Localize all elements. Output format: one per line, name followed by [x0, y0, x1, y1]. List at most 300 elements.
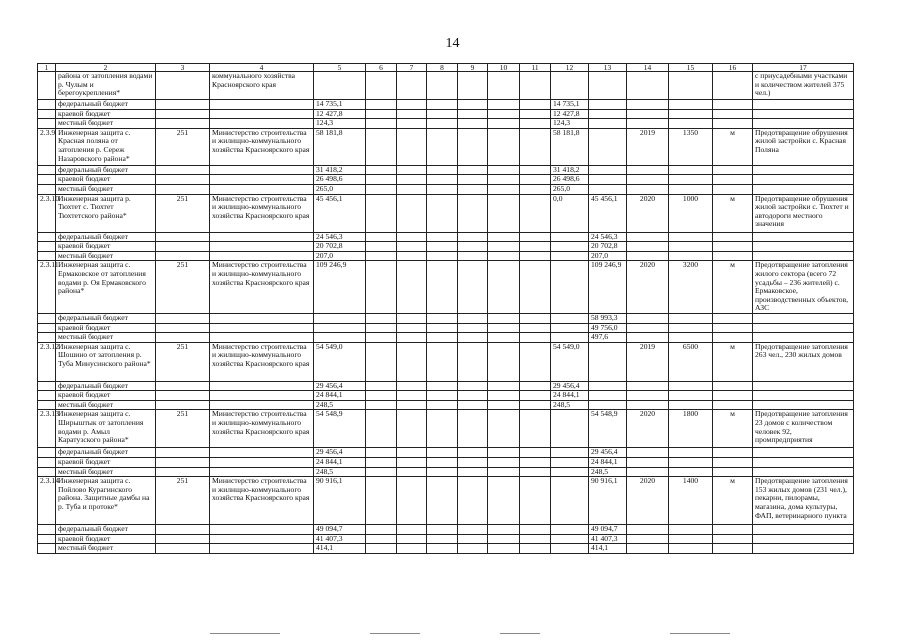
table-cell — [366, 165, 397, 175]
table-cell — [427, 391, 458, 401]
table-cell — [589, 184, 627, 194]
table-row — [38, 448, 854, 458]
table-cell — [458, 165, 488, 175]
table-cell: 29 456,4 — [551, 381, 589, 391]
table-cell — [488, 323, 520, 333]
table-cell — [38, 534, 56, 544]
table-cell — [38, 458, 56, 468]
table-cell — [366, 109, 397, 119]
table-cell — [397, 261, 427, 314]
table-row — [38, 242, 854, 252]
header-cell: 16 — [713, 64, 753, 72]
table-cell — [156, 525, 210, 535]
table-cell: федеральный бюджет — [56, 381, 156, 391]
table-cell — [520, 109, 551, 119]
table-cell — [427, 525, 458, 535]
table-cell: федеральный бюджет — [56, 232, 156, 242]
table-cell — [713, 333, 753, 343]
table-row — [38, 381, 854, 391]
table-cell — [427, 100, 458, 110]
table-cell — [520, 165, 551, 175]
table-cell — [520, 119, 551, 129]
table-cell — [156, 323, 210, 333]
table-cell: 6500 — [669, 342, 713, 381]
table-cell — [397, 448, 427, 458]
table-cell: 45 456,1 — [589, 194, 627, 232]
table-cell — [627, 544, 669, 554]
table-cell — [458, 448, 488, 458]
table-cell — [753, 165, 854, 175]
table-cell — [627, 333, 669, 343]
table-cell — [669, 333, 713, 343]
header-cell: 14 — [627, 64, 669, 72]
table-cell — [488, 448, 520, 458]
table-cell — [427, 323, 458, 333]
table-row — [38, 525, 854, 535]
table-cell — [458, 400, 488, 410]
table-row — [38, 410, 854, 448]
table-cell: 207,0 — [589, 251, 627, 261]
table-cell — [366, 175, 397, 185]
table-cell — [38, 184, 56, 194]
table-cell — [38, 525, 56, 535]
table-cell: местный бюджет — [56, 333, 156, 343]
table-cell — [427, 175, 458, 185]
table-cell: 31 418,2 — [551, 165, 589, 175]
table-cell — [458, 184, 488, 194]
table-cell — [210, 448, 314, 458]
table-cell: 54 548,9 — [314, 410, 366, 448]
table-cell — [427, 194, 458, 232]
table-cell — [669, 448, 713, 458]
table-cell: 1400 — [669, 477, 713, 525]
table-cell — [427, 381, 458, 391]
table-cell — [488, 109, 520, 119]
table-cell: 251 — [156, 410, 210, 448]
header-cell: 2 — [56, 64, 156, 72]
table-row — [38, 544, 854, 554]
table-cell — [551, 410, 589, 448]
table-cell — [753, 175, 854, 185]
table-cell — [488, 100, 520, 110]
table-cell — [669, 175, 713, 185]
table-row — [38, 175, 854, 185]
table-cell — [753, 232, 854, 242]
table-cell — [397, 534, 427, 544]
table-cell — [488, 165, 520, 175]
table-cell — [753, 525, 854, 535]
table-cell — [627, 381, 669, 391]
table-cell — [366, 381, 397, 391]
table-cell — [427, 232, 458, 242]
table-cell — [366, 128, 397, 165]
table-cell — [669, 165, 713, 175]
table-cell — [156, 448, 210, 458]
table-cell: 207,0 — [314, 251, 366, 261]
table-cell: 251 — [156, 194, 210, 232]
table-cell — [38, 165, 56, 175]
table-cell — [627, 391, 669, 401]
table-cell — [210, 109, 314, 119]
table-cell: с приусадебными участками и количеством жителей 375 чел.) — [753, 72, 854, 100]
table-cell — [397, 232, 427, 242]
header-cell: 15 — [669, 64, 713, 72]
table-cell — [551, 313, 589, 323]
table-cell: местный бюджет — [56, 251, 156, 261]
table-cell: 31 418,2 — [314, 165, 366, 175]
table-cell: 1800 — [669, 410, 713, 448]
table-cell: района от затопления водами р. Чулым и берегоукрепления* — [56, 72, 156, 100]
table-cell — [458, 534, 488, 544]
table-cell — [520, 333, 551, 343]
table-cell: 248,5 — [314, 467, 366, 477]
table-cell: краевой бюджет — [56, 534, 156, 544]
table-cell — [458, 175, 488, 185]
table-cell — [38, 175, 56, 185]
table-cell — [397, 333, 427, 343]
table-cell: 251 — [156, 128, 210, 165]
table-cell — [210, 534, 314, 544]
table-cell — [753, 333, 854, 343]
table-cell — [551, 242, 589, 252]
table-cell — [488, 534, 520, 544]
table-cell — [669, 391, 713, 401]
table-cell: 58 181,8 — [314, 128, 366, 165]
table-cell — [427, 544, 458, 554]
table-cell — [520, 323, 551, 333]
table-cell — [156, 175, 210, 185]
table-cell — [366, 525, 397, 535]
header-cell: 5 — [314, 64, 366, 72]
table-cell — [397, 251, 427, 261]
table-cell — [713, 458, 753, 468]
table-cell — [520, 261, 551, 314]
table-cell — [589, 391, 627, 401]
table-cell — [488, 261, 520, 314]
table-cell: местный бюджет — [56, 184, 156, 194]
table-cell: Инженерная защита р. Тюхтет с. Тюхтет Тюхтетского района* — [56, 194, 156, 232]
table-cell — [669, 323, 713, 333]
table-cell — [458, 477, 488, 525]
table-row — [38, 184, 854, 194]
table-cell — [397, 165, 427, 175]
table-cell — [210, 525, 314, 535]
table-cell — [520, 251, 551, 261]
table-cell: 124,3 — [551, 119, 589, 129]
table-cell — [669, 313, 713, 323]
table-cell: 41 407,3 — [589, 534, 627, 544]
header-cell: 7 — [397, 64, 427, 72]
table-cell: федеральный бюджет — [56, 313, 156, 323]
table-cell — [156, 242, 210, 252]
table-cell — [520, 175, 551, 185]
table-cell — [753, 448, 854, 458]
table-cell: местный бюджет — [56, 119, 156, 129]
table-cell — [397, 458, 427, 468]
table-row — [38, 194, 854, 232]
table-cell — [397, 119, 427, 129]
table-cell — [458, 72, 488, 100]
table-cell: федеральный бюджет — [56, 525, 156, 535]
table-cell — [713, 184, 753, 194]
header-cell: 1 — [38, 64, 56, 72]
table-cell — [520, 448, 551, 458]
table-cell: 24 844,1 — [589, 458, 627, 468]
table-cell: м — [713, 410, 753, 448]
table-cell: Министерство строительства и жилищно-коммунального хозяйства Красноярского края — [210, 410, 314, 448]
table-cell — [38, 544, 56, 554]
table-cell — [753, 100, 854, 110]
table-cell — [713, 544, 753, 554]
table-cell: 20 702,8 — [314, 242, 366, 252]
table-cell: 2020 — [627, 410, 669, 448]
table-cell: 29 456,4 — [589, 448, 627, 458]
table-cell: 251 — [156, 261, 210, 314]
table-cell: 1000 — [669, 194, 713, 232]
table-cell — [366, 232, 397, 242]
table-cell — [458, 232, 488, 242]
table-cell — [366, 333, 397, 343]
table-cell — [156, 458, 210, 468]
table-cell — [427, 72, 458, 100]
table-cell — [488, 128, 520, 165]
table-cell: 29 456,4 — [314, 381, 366, 391]
table-cell — [314, 333, 366, 343]
table-cell — [210, 391, 314, 401]
table-cell — [669, 72, 713, 100]
table-cell — [427, 128, 458, 165]
table-cell: местный бюджет — [56, 400, 156, 410]
table-cell — [38, 232, 56, 242]
table-cell — [210, 184, 314, 194]
table-cell — [458, 467, 488, 477]
table-cell — [156, 232, 210, 242]
table-cell — [627, 534, 669, 544]
table-cell — [589, 119, 627, 129]
table-row — [38, 72, 854, 100]
table-cell — [458, 100, 488, 110]
table-cell — [520, 391, 551, 401]
table-cell: 49 094,7 — [589, 525, 627, 535]
table-cell: Предотвращение затопления 153 жилых домов (231 чел.), пекарни, пилорамы, магазина, дома культуры, ФАП, ветеринарного пункта — [753, 477, 854, 525]
table-cell — [520, 242, 551, 252]
table-cell — [520, 184, 551, 194]
table-cell — [458, 525, 488, 535]
table-cell — [156, 109, 210, 119]
table-cell — [458, 313, 488, 323]
table-cell — [156, 391, 210, 401]
table-cell — [753, 119, 854, 129]
table-cell — [156, 534, 210, 544]
table-cell: 414,1 — [589, 544, 627, 554]
table-cell — [488, 184, 520, 194]
table-cell: 251 — [156, 342, 210, 381]
table-cell — [210, 333, 314, 343]
table-cell — [397, 100, 427, 110]
table-row — [38, 165, 854, 175]
table-cell: 14 735,1 — [314, 100, 366, 110]
table-cell — [366, 194, 397, 232]
table-cell: 26 498,6 — [314, 175, 366, 185]
table-cell — [210, 119, 314, 129]
table-cell — [520, 458, 551, 468]
table-cell — [669, 119, 713, 129]
table-cell — [366, 72, 397, 100]
table-cell — [488, 391, 520, 401]
table-cell — [669, 525, 713, 535]
table-cell — [520, 313, 551, 323]
table-cell — [458, 109, 488, 119]
table-cell — [589, 100, 627, 110]
table-cell — [520, 410, 551, 448]
table-cell — [551, 448, 589, 458]
table-cell — [366, 448, 397, 458]
table-cell — [627, 313, 669, 323]
table-cell — [397, 323, 427, 333]
table-row — [38, 128, 854, 165]
table-row — [38, 391, 854, 401]
table-cell: 2.3.14 — [38, 477, 56, 525]
table-cell — [713, 448, 753, 458]
table-cell — [520, 194, 551, 232]
table-cell — [627, 323, 669, 333]
table-cell — [753, 391, 854, 401]
table-row — [38, 109, 854, 119]
table-cell: Министерство строительства и жилищно-коммунального хозяйства Красноярского края — [210, 342, 314, 381]
table-cell — [458, 251, 488, 261]
table-cell — [210, 544, 314, 554]
table-cell — [458, 128, 488, 165]
header-cell: 9 — [458, 64, 488, 72]
table-cell — [627, 458, 669, 468]
table-cell — [397, 128, 427, 165]
table-cell: федеральный бюджет — [56, 165, 156, 175]
table-cell: 2.3.10 — [38, 194, 56, 232]
table-cell — [210, 100, 314, 110]
table-cell: 2019 — [627, 128, 669, 165]
table-cell — [314, 313, 366, 323]
table-cell — [488, 313, 520, 323]
table-cell — [38, 323, 56, 333]
scan-artifacts — [200, 633, 800, 635]
table-cell — [669, 109, 713, 119]
table-cell — [427, 534, 458, 544]
table-cell — [520, 534, 551, 544]
table-cell — [488, 410, 520, 448]
table-cell: Предотвращение затопления жилого сектора (всего 72 усадьбы – 236 жителей) с. Ермаковское, производственных объектов, АЗС — [753, 261, 854, 314]
table-cell — [397, 242, 427, 252]
table-cell: 2.3.13 — [38, 410, 56, 448]
table-cell: 251 — [156, 477, 210, 525]
table-cell — [627, 165, 669, 175]
table-cell — [488, 194, 520, 232]
table-cell — [458, 391, 488, 401]
table-cell: м — [713, 342, 753, 381]
table-cell — [458, 333, 488, 343]
table-cell — [458, 261, 488, 314]
table-cell — [713, 313, 753, 323]
table-cell — [366, 458, 397, 468]
table-cell — [397, 381, 427, 391]
table-cell — [713, 100, 753, 110]
table-cell — [210, 175, 314, 185]
table-cell: 2019 — [627, 342, 669, 381]
table-cell — [397, 477, 427, 525]
table-row — [38, 313, 854, 323]
table-cell — [210, 458, 314, 468]
table-cell: Министерство строительства и жилищно-коммунального хозяйства Красноярского края — [210, 477, 314, 525]
table-cell — [427, 400, 458, 410]
table-cell — [488, 381, 520, 391]
table-cell: 109 246,9 — [314, 261, 366, 314]
table-cell — [366, 100, 397, 110]
table-cell — [366, 477, 397, 525]
table-row — [38, 323, 854, 333]
table-cell — [397, 400, 427, 410]
table-cell — [551, 333, 589, 343]
table-cell: 90 916,1 — [589, 477, 627, 525]
table-cell — [669, 184, 713, 194]
table-cell — [713, 109, 753, 119]
table-cell — [427, 313, 458, 323]
table-cell — [488, 467, 520, 477]
table-cell — [551, 261, 589, 314]
table-cell — [156, 544, 210, 554]
table-cell — [713, 175, 753, 185]
table-cell — [589, 381, 627, 391]
table-cell — [366, 342, 397, 381]
table-row — [38, 100, 854, 110]
table-cell: 54 549,0 — [551, 342, 589, 381]
table-cell: краевой бюджет — [56, 242, 156, 252]
table-cell — [753, 323, 854, 333]
page-number: 14 — [445, 36, 460, 51]
table-cell: Инженерная защита с. Шошино от затопления р. Туба Минусинского района* — [56, 342, 156, 381]
table-cell — [627, 448, 669, 458]
table-cell: 497,6 — [589, 333, 627, 343]
table-cell — [156, 381, 210, 391]
table-cell: 14 735,1 — [551, 100, 589, 110]
header-cell: 12 — [551, 64, 589, 72]
table-cell: Предотвращение затопления 23 домов с количеством человек 92, промпредприятия — [753, 410, 854, 448]
table-cell — [366, 323, 397, 333]
table-cell — [713, 525, 753, 535]
table-cell: коммунального хозяйства Красноярского края — [210, 72, 314, 100]
table-cell: 41 407,3 — [314, 534, 366, 544]
table-cell — [753, 534, 854, 544]
table-cell: 1350 — [669, 128, 713, 165]
table-cell — [627, 109, 669, 119]
table-cell: Инженерная защита с. Ширыштык от затопления водами р. Амыл Каратузского района* — [56, 410, 156, 448]
table-cell — [458, 242, 488, 252]
table-cell — [397, 467, 427, 477]
table-cell — [551, 458, 589, 468]
table-cell — [156, 119, 210, 129]
table-cell — [589, 128, 627, 165]
header-cell: 11 — [520, 64, 551, 72]
table-cell — [427, 477, 458, 525]
table-cell: 265,0 — [551, 184, 589, 194]
table-cell: федеральный бюджет — [56, 448, 156, 458]
table-cell — [488, 242, 520, 252]
table-cell — [156, 72, 210, 100]
table-cell — [488, 544, 520, 554]
table-cell: 2.3.9 — [38, 128, 56, 165]
table-cell: 2020 — [627, 261, 669, 314]
table-cell — [366, 391, 397, 401]
table-cell — [713, 381, 753, 391]
table-cell — [397, 194, 427, 232]
